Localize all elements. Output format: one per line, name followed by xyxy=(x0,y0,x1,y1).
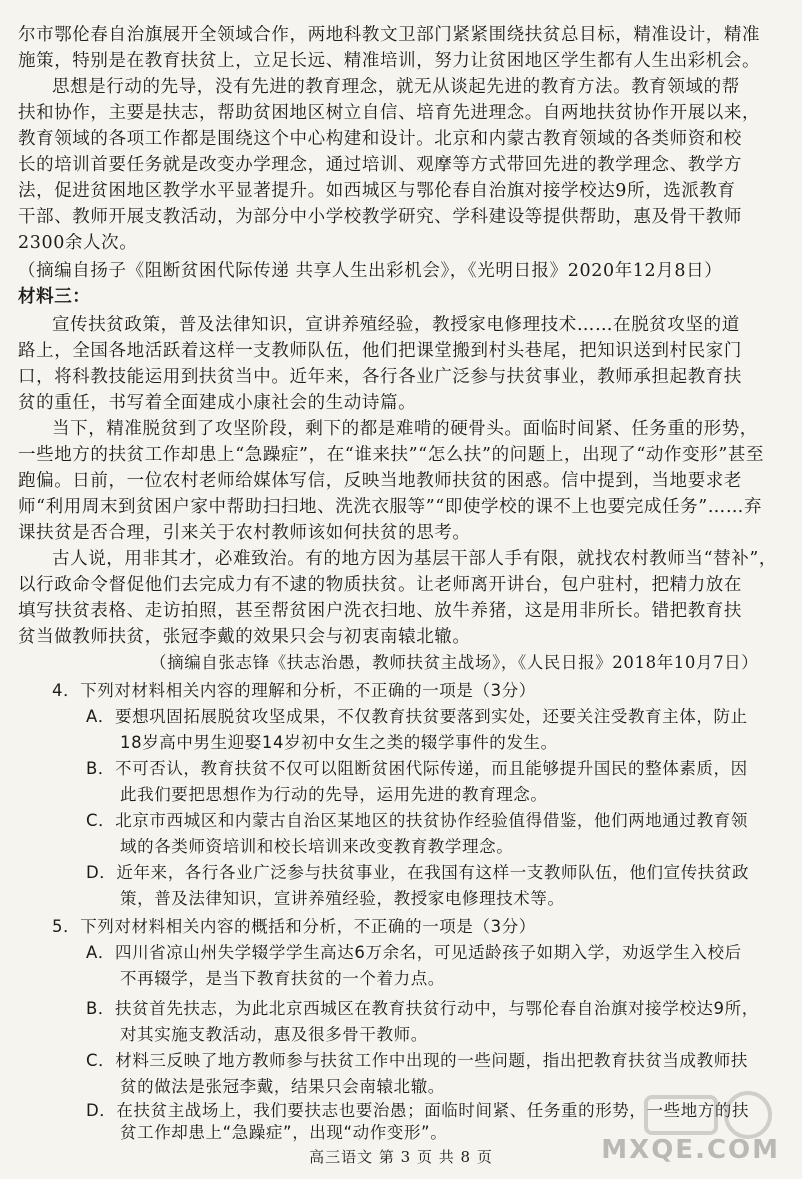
source-citation: （摘编自扬子《阻断贫困代际传递 共享人生出彩机会》，《光明日报》2020年12月8日） xyxy=(18,261,723,281)
option-text: 对其实施支教活动，惠及很多骨干教师。 xyxy=(120,1025,428,1044)
text-line: 课扶贫是否合理，引来关于农村教师该如何扶贫的思考。 xyxy=(18,523,471,543)
text-line: 法，促进贫困地区教学水平显著提升。如西城区与鄂伦春自治旗对接学校达9所，选派教育 xyxy=(18,181,736,201)
page-footer: 高三语文 第 3 页 共 8 页 xyxy=(309,1148,493,1166)
option-text: 此我们要把思想作为行动的先导，运用先进的教育理念。 xyxy=(120,785,548,804)
option-text: 18岁高中男生迎娶14岁初中女生之类的辍学事件的发生。 xyxy=(120,733,558,752)
text-line: 思想是行动的先导，没有先进的教育理念，就无从谈起先进的教育方法。教育领域的帮 xyxy=(52,77,740,97)
text-line: 口，将科教技能运用到扶贫当中。近年来，各行各业广泛参与扶贫事业，教师承担起教育扶 xyxy=(18,367,742,387)
text-line: 填写扶贫表格、走访拍照，甚至帮贫困户洗衣扫地、放牛养猪，这是用非所长。错把教育扶 xyxy=(18,601,742,621)
text-line: 当下，精准脱贫到了攻坚阶段，剩下的都是难啃的硬骨头。面临时间紧、任务重的形势， xyxy=(52,419,758,439)
option-b: B．扶贫首先扶志，为此北京西城区在教育扶贫行动中，与鄂伦春自治旗对接学校达9所， xyxy=(86,999,759,1018)
text-line: 施策，特别是在教育扶贫上，立足长远、精准培训，努力让贫困地区学生都有人生出彩机会。 xyxy=(18,51,761,71)
option-text: 域的各类师资培训和校长培训来改变教育教学理念。 xyxy=(120,837,514,856)
option-text: 策，普及法律知识，宣讲养殖经验，教授家电修理技术等。 xyxy=(120,889,565,908)
option-a: A．要想巩固拓展脱贫攻坚成果，不仅教育扶贫要落到实处，还要关注受教育主体，防止 xyxy=(86,707,748,726)
option-text: 贫工作却患上“急躁症”，出现“动作变形”。 xyxy=(120,1123,448,1142)
text-line: 以行政命令督促他们去完成力有不逮的物质扶贫。让老师离开讲台，包户驻村，把精力放在 xyxy=(18,575,742,595)
text-line: 贫当做教师扶贫，张冠李戴的效果只会与初衷南辕北辙。 xyxy=(18,627,471,647)
option-c: C．材料三反映了地方教师参与扶贫工作中出现的一些问题，指出把教育扶贫当成教师扶 xyxy=(86,1051,748,1070)
option-text: 贫的做法是张冠李戴，结果只会南辕北辙。 xyxy=(120,1077,445,1096)
question-5: 5．下列对材料相关内容的概括和分析，不正确的一项是（3分） xyxy=(52,917,536,936)
option-d: D．在扶贫主战场上，我们要扶志也要治愚；面临时间紧、任务重的形势，一些地方的扶 xyxy=(86,1101,750,1120)
text-line: 路上，全国各地活跃着这样一支教师队伍，他们把课堂搬到村头巷尾，把知识送到村民家门 xyxy=(18,341,742,361)
text-line: 教育领域的各项工作都是围绕这个中心构建和设计。北京和内蒙古教育领域的各类师资和校 xyxy=(18,129,742,149)
option-c: C．北京市西城区和内蒙古自治区某地区的扶贫协作经验值得借鉴，他们两地通过教育领 xyxy=(86,811,748,830)
text-line: 干部、教师开展支教活动，为部分中小学校教学研究、学科建设等提供帮助，惠及骨干教师 xyxy=(18,207,742,227)
text-line: 一些地方的扶贫工作却患上“急躁症”，在“谁来扶”“怎么扶”的问题上，出现了“动作变形”甚至 xyxy=(18,445,765,465)
text-line: 长的培训首要任务就是改变办学理念，通过培训、观摩等方式带回先进的教学理念、教学方 xyxy=(18,155,742,175)
text-line: 扶和协作，主要是扶志，帮助贫困地区树立自信、培育先进理念。自两地扶贫协作开展以来， xyxy=(18,103,761,123)
text-line: 宣传扶贫政策，普及法律知识，宣讲养殖经验，教授家电修理技术……在脱贫攻坚的道 xyxy=(52,315,740,335)
text-line: 贫的重任，书写着全面建成小康社会的生动诗篇。 xyxy=(18,393,417,413)
text-line: 2300余人次。 xyxy=(18,233,138,253)
text-line: 尔市鄂伦春自治旗展开全领域合作，两地科教文卫部门紧紧围绕扶贫总目标，精准设计，精准 xyxy=(18,25,761,45)
material-heading: 材料三： xyxy=(18,287,91,307)
option-b: B．不可否认，教育扶贫不仅可以阻断贫困代际传递，而且能够提升国民的整体素质，因 xyxy=(86,759,748,778)
option-a: A．四川省凉山州失学辍学学生高达6万余名，可见适龄孩子如期入学，劝返学生入校后 xyxy=(86,943,742,962)
option-text: 不再辍学，是当下教育扶贫的一个着力点。 xyxy=(120,969,445,988)
text-line: 古人说，用非其才，必难致治。有的地方因为基层干部人手有限，就找农村教师当“替补”， xyxy=(52,549,777,569)
text-line: 跑偏。日前，一位农村老师给媒体写信，反映当地教师扶贫的困惑。信中提到，当地要求老 xyxy=(18,471,742,491)
question-4: 4．下列对材料相关内容的理解和分析，不正确的一项是（3分） xyxy=(52,681,536,700)
option-d: D．近年来，各行各业广泛参与扶贫事业，在我国有这样一支教师队伍，他们宣传扶贫政 xyxy=(86,863,750,882)
source-citation: （摘编自张志锋《扶志治愚，教师扶贫主战场》，《人民日报》2018年10月7日） xyxy=(150,653,759,672)
text-line: 师“利用周末到贫困户家中帮助扫扫地、洗洗衣服等”“即使学校的课不上也要完成任务”……弃 xyxy=(18,497,763,517)
watermark-text: MXQE.COM xyxy=(601,1135,780,1165)
